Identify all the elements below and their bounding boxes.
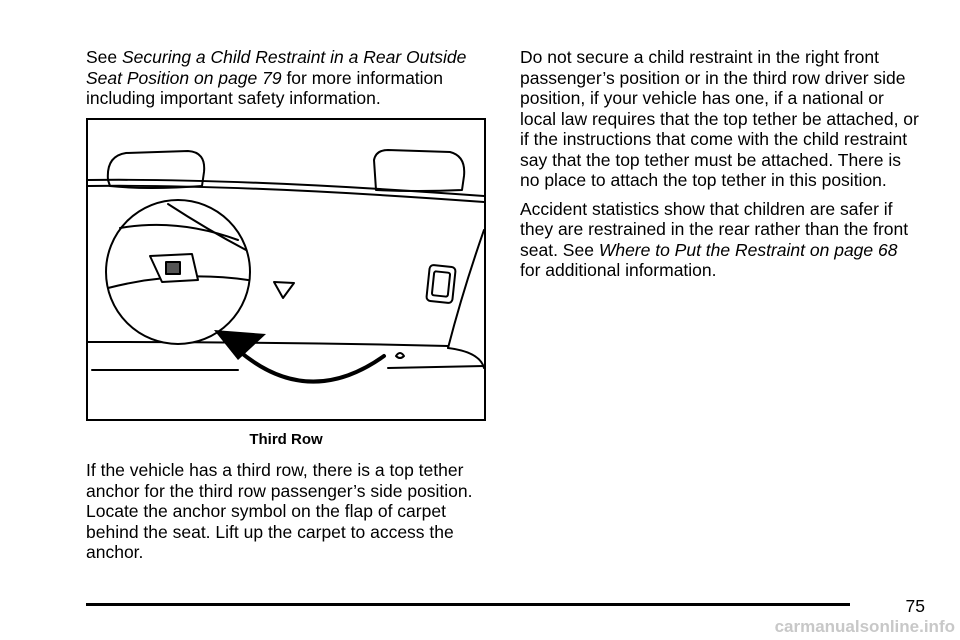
page-number: 75 (905, 596, 925, 616)
callout-arrow (238, 350, 384, 382)
left-column (86, 47, 486, 109)
left-headrest (108, 151, 204, 188)
right-headrest (374, 150, 464, 191)
accident-statistics-paragraph: Accident statistics show that children are safer if they are restrained in the rear rather than the front seat. See Where to Put the Restraint on page 68 for additional information. (520, 198, 909, 280)
watermark: carmanualsonline.info (774, 617, 955, 636)
tether-anchor-plate (426, 265, 456, 304)
figure-caption: Third Row (249, 431, 323, 448)
cross-reference-link[interactable]: Securing a Child Restraint in a Rear Outside Seat Position on page 79 (86, 47, 467, 88)
left-column-bottom (86, 460, 486, 563)
anchor-symbol (274, 282, 294, 298)
seat-back-drawing (88, 120, 484, 419)
third-row-paragraph: If the vehicle has a third row, there is a top tether anchor for the third row passenger’s side position. Locate the anchor symbol on the flap of carpet behind the seat. Lift up the carpet to access the anchor. (86, 460, 473, 562)
third-row-illustration (86, 118, 486, 421)
arrow-head (214, 330, 266, 360)
intro-paragraph: See Securing a Child Restraint in a Rear Outside Seat Position on page 79 for more information including important safety information. (86, 47, 467, 108)
footer-rule (86, 603, 850, 606)
restraint-warning-paragraph: Do not secure a child restraint in the right front passenger’s position or in the third row driver side position, if your vehicle has one, if a national or local law requires that the top tether be attached, or if the instructions that come with the child restraint say that the top tether must be attached. There is no place to attach the top tether in this position. (520, 47, 919, 190)
cross-reference-link[interactable]: Where to Put the Restraint on page 68 (598, 239, 898, 260)
right-column (520, 47, 920, 281)
